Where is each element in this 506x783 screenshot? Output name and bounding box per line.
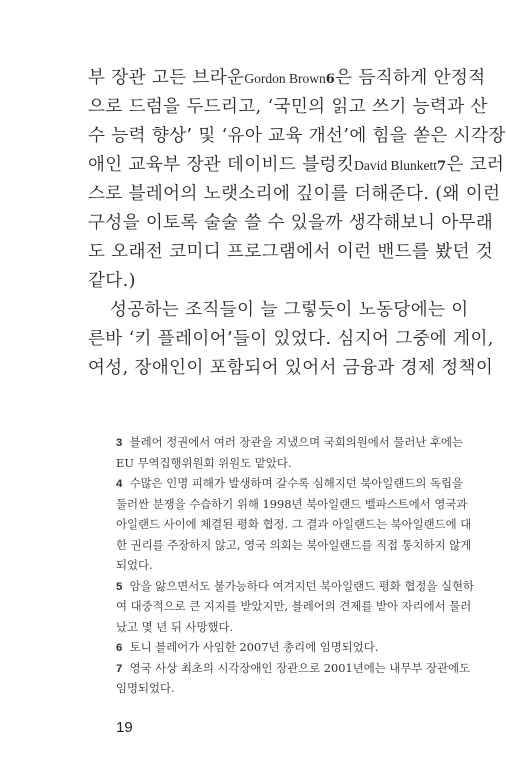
text-line: 같다.) — [88, 271, 136, 291]
footnote-ref: 7 — [437, 159, 447, 174]
text-line: 애인 교육부 장관 데이비드 블렁킷David Blunkett7은 코러 — [88, 155, 505, 175]
footnote-number: 3 — [116, 437, 123, 449]
english-name: Gordon Brown — [244, 71, 326, 86]
footnote-line: EU 무역집행위원회 위원도 맡았다. — [116, 455, 292, 470]
footnote-line: 났고 몇 년 뒤 사망했다. — [116, 619, 234, 634]
footnote-line: 임명되었다. — [116, 681, 175, 695]
footnote-3: 3 블레어 정권에서 여러 장관을 지냈으며 국회의원에서 물러난 후에는 — [116, 435, 464, 449]
footnote-line: 여 대중적으로 큰 지지를 받았지만, 블레어의 견제를 받아 자리에서 물러 — [116, 599, 472, 613]
text-line: 여성, 장애인이 포함되어 있어서 금융과 경제 정책이 — [88, 358, 494, 378]
footnote-number: 7 — [116, 662, 123, 675]
main-text — [88, 64, 506, 383]
footnotes — [116, 432, 475, 699]
text-line: 른바 ‘키 플레이어’들이 있었다. 심지어 그중에 게이, — [88, 329, 494, 349]
english-name: David Blunkett — [354, 158, 437, 173]
footnote-number: 5 — [116, 580, 123, 593]
text-line: 부 장관 고든 브라운Gordon Brown6은 듬직하게 안정적 — [88, 68, 486, 88]
footnote-number: 4 — [116, 478, 123, 490]
footnote-7: 7 영국 사상 최초의 시각장애인 장관으로 2001년에는 내무부 장관에도 — [116, 660, 471, 675]
page-number: 19 — [116, 719, 133, 736]
footnote-4: 4 수많은 인명 피해가 발생하며 갈수록 심해지던 북아일랜드의 독립을 — [116, 476, 464, 490]
text-line: 스로 블레어의 노랫소리에 깊이를 더해준다. (왜 이런 — [88, 184, 501, 204]
footnote-line: 아일랜드 사이에 체결된 평화 협정. 그 결과 아일랜드는 북아일랜드에 대 — [116, 517, 472, 531]
text-line: 성공하는 조직들이 늘 그렇듯이 노동당에는 이 — [110, 300, 469, 320]
footnote-number: 6 — [116, 642, 123, 654]
footnote-line: 한 권리를 주장하지 않고, 영국 의회는 북아일랜드를 직접 통치하지 않게 — [116, 537, 472, 552]
text-line: 구성을 이토록 술술 쓸 수 있을까 생각해보니 아무래 — [88, 213, 494, 233]
footnote-line: 둘러싼 분쟁을 수습하기 위해 1998년 북아일랜드 벨파스트에서 영국과 — [116, 496, 468, 511]
text-line: 수 능력 향상’ 및 ‘유아 교육 개선’에 힘을 쏟은 시각장 — [88, 126, 506, 146]
text-line: 으로 드럼을 두드리고, ‘국민의 읽고 쓰기 능력과 산 — [88, 97, 488, 117]
footnote-5: 5 암을 앓으면서도 불가능하다 여겨지던 북아일랜드 평화 협정을 실현하 — [116, 578, 475, 593]
footnote-6: 6 토니 블레어가 사임한 2007년 총리에 임명되었다. — [116, 640, 379, 654]
footnote-ref: 6 — [325, 72, 336, 87]
footnote-line: 되었다. — [116, 558, 153, 572]
text-line: 도 오래전 코미디 프로그램에서 이런 밴드를 봤던 것 — [88, 242, 494, 262]
